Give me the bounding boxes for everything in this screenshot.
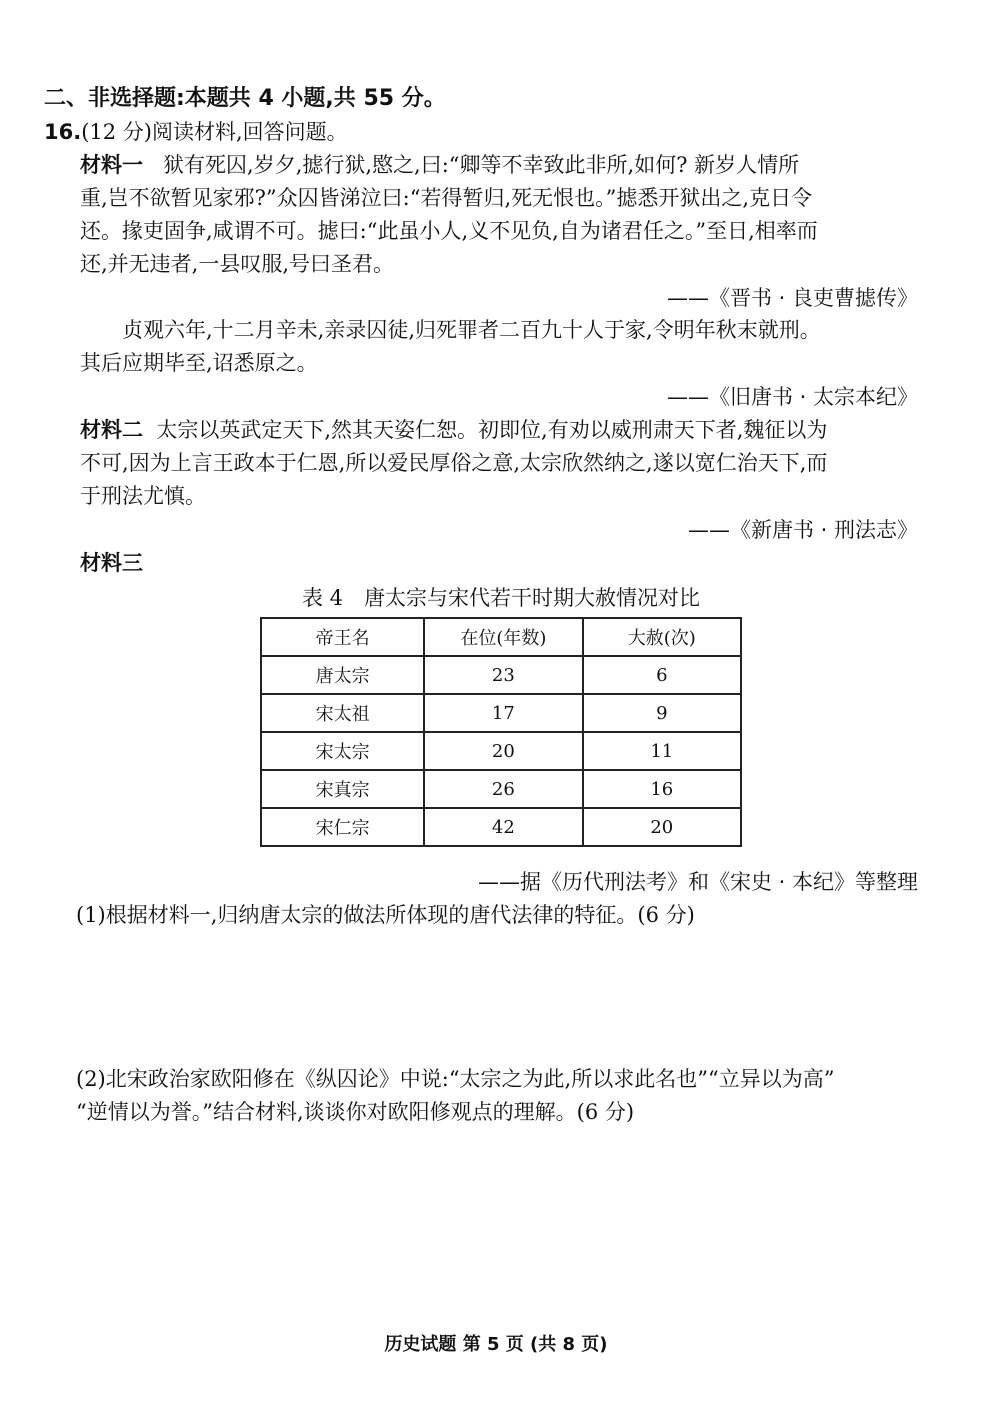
cell-amnesties: 6 [583,656,741,694]
material3-source: ——据《历代刑法考》和《宋史 · 本纪》等整理 [477,870,918,894]
sub-question-2-line-2: “逆情以为誉。”结合材料,谈谈你对欧阳修观点的理解。(6 分) [76,1100,635,1124]
material2-line-2: 不可,因为上言王政本于仁恩,所以爱民厚俗之意,太宗欣然纳之,遂以宽仁治天下,而 [80,451,828,475]
material2-source: ——《新唐书 · 刑法志》 [687,518,918,542]
table-row [261,732,741,770]
section-title: 二、非选择题:本题共 4 小题,共 55 分。 [44,86,446,111]
question-number: 16. [44,120,82,144]
cell-amnesties: 9 [583,694,741,732]
material1-line-3: 还。掾吏固争,咸谓不可。摅曰:“此虽小人,义不见负,自为诸君任之。”至日,相率而 [80,219,818,243]
question-16-header [44,116,348,149]
material1-line-4: 还,并无违者,一县叹服,号曰圣君。 [80,252,395,276]
table-caption: 表 4 唐太宗与宋代若干时期大赦情况对比 [301,586,701,610]
sub-question-2-line-1: (2)北宋政治家欧阳修在《纵囚论》中说:“太宗之为此,所以求此名也”“立异以为高” [76,1067,835,1091]
cell-reign-years: 23 [424,656,582,694]
cell-amnesties: 16 [583,770,741,808]
cell-reign-years: 42 [424,808,582,846]
question-intro: (12 分)阅读材料,回答问题。 [81,120,348,144]
cell-reign-years: 26 [424,770,582,808]
col-header-emperor: 帝王名 [261,618,424,656]
cell-amnesties: 20 [583,808,741,846]
material1-line-6: 其后应期毕至,诏悉原之。 [80,351,318,375]
material2-line-3: 于刑法尤慎。 [80,484,206,508]
material1-line-2: 重,岂不欲暂见家邪?”众囚皆涕泣曰:“若得暂归,死无恨也。”摅悉开狱出之,克日令 [80,186,813,210]
page-footer: 历史试题 第 5 页 (共 8 页) [384,1334,608,1355]
material1-label: 材料一 [80,153,143,177]
table-row [261,656,741,694]
table-row [261,808,741,846]
material2-line-1: 材料二 太宗以英武定天下,然其天姿仁恕。初即位,有劝以威刑肃天下者,魏征以为 [80,418,828,442]
cell-emperor: 宋太祖 [261,694,424,732]
table-header-row [261,618,741,656]
material1-line-1: 材料一 狱有死囚,岁夕,摅行狱,愍之,曰:“卿等不幸致此非所,如何? 新岁人情所 [80,153,800,177]
cell-emperor: 宋仁宗 [261,808,424,846]
col-header-amnesties: 大赦(次) [583,618,741,656]
material1-line-5: 贞观六年,十二月辛未,亲录囚徒,归死罪者二百九十人于家,令明年秋末就刑。 [122,318,821,342]
cell-emperor: 唐太宗 [261,656,424,694]
material1-source-1: ——《晋书 · 良吏曹摅传》 [666,286,918,310]
material3-label: 材料三 [80,551,143,575]
col-header-reign-years: 在位(年数) [424,618,582,656]
material2-label: 材料二 [80,418,143,442]
table-row [261,694,741,732]
cell-emperor: 宋真宗 [261,770,424,808]
cell-reign-years: 17 [424,694,582,732]
cell-emperor: 宋太宗 [261,732,424,770]
table-row [261,770,741,808]
cell-amnesties: 11 [583,732,741,770]
cell-reign-years: 20 [424,732,582,770]
material1-source-2: ——《旧唐书 · 太宗本纪》 [666,385,918,409]
sub-question-1: (1)根据材料一,归纳唐太宗的做法所体现的唐代法律的特征。(6 分) [76,903,695,927]
amnesty-table [260,617,742,847]
